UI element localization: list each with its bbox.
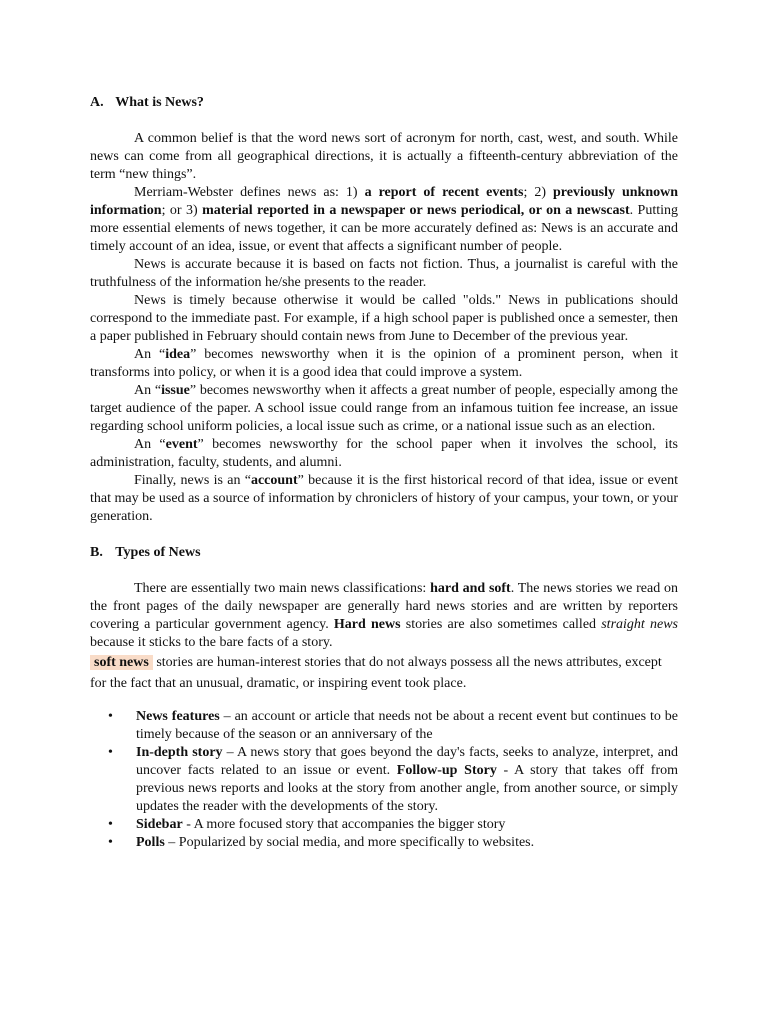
text-run: There are essentially two main news classifications:: [134, 581, 431, 596]
bullet-glyph: •: [108, 709, 113, 724]
bullet-separator: –: [222, 745, 237, 760]
bullet-separator: –: [219, 709, 235, 724]
text-run: ” becomes newsworthy for the school paper when it involves the school, its administration, faculty, students, and alumni.: [90, 437, 679, 470]
text-run: ” becomes newsworthy when it is the opinion of a prominent person, when it transforms into policy, or when it is a good idea that could improve a system.: [90, 347, 678, 380]
italic-straight-news: straight news: [601, 617, 678, 632]
bullet-term: Polls: [136, 835, 165, 850]
section-b-paragraph-soft-news: [90, 652, 678, 694]
text-run: Merriam-Webster defines news as: 1): [134, 185, 365, 200]
section-b-letter: B.: [90, 545, 103, 560]
list-item: [108, 708, 678, 744]
text-run: ; 2): [523, 185, 553, 200]
bold-term-issue: issue: [161, 383, 190, 398]
bullet-term: In-depth story: [136, 745, 223, 760]
text-run: An “: [134, 437, 166, 452]
section-b-heading: [90, 544, 678, 562]
section-a-paragraph-2: [90, 184, 678, 256]
bullet-term: News features: [136, 709, 220, 724]
bullet-glyph: •: [108, 817, 113, 832]
section-b-title: Types of News: [115, 545, 201, 560]
bullet-term: Sidebar: [136, 817, 183, 832]
section-a-paragraph-3: News is accurate because it is based on facts not fiction. Thus, a journalist is careful with the truthfulness of the information he/she presents to the reader.: [90, 257, 678, 290]
text-run: . Putting more essential elements of news together, it can be more accurately defined as: News is an accurate and timely account of an idea, issue, or event that affects a significant number of people.: [90, 203, 678, 254]
text-run: ” becomes newsworthy when it affects a great number of people, especially among the target audience of the paper. A school issue could range from an infamous tuition fee increase, an issue regarding school uniform policies, a local issue such as crime, or a national issue such as an election.: [90, 383, 678, 434]
text-run: An “: [134, 347, 166, 362]
section-a-paragraph-event: [90, 436, 678, 472]
text-run: Finally, news is an “: [134, 473, 251, 488]
section-a-letter: A.: [90, 95, 104, 110]
bullet-term-followup: Follow-up Story: [396, 763, 497, 778]
bold-hard-and-soft: hard and soft: [430, 581, 511, 596]
bullet-text: A news story that goes beyond the day's facts, seeks to analyze, interpret, and uncover facts related to an issue or event.: [136, 745, 678, 778]
bold-term-idea: idea: [165, 347, 191, 362]
bullet-text: Popularized by social media, and more specifically to websites.: [178, 835, 535, 850]
news-types-list: [90, 708, 678, 852]
bullet-text: A more focused story that accompanies the bigger story: [193, 817, 506, 832]
text-run: An “: [134, 383, 162, 398]
list-item: [108, 744, 678, 816]
bullet-text: an account or article that needs not be about a recent event but continues to be timely because of the season or an anniversary of the: [136, 709, 678, 742]
bold-definition-1: a report of recent events: [364, 185, 524, 200]
section-a-paragraph-account: [90, 472, 678, 526]
text-run: . The news stories we read on the front pages of the daily newspaper are generally hard news stories and are written by reporters covering a particular government agency.: [90, 581, 678, 632]
section-b-paragraph-1: [90, 580, 678, 652]
section-a-paragraph-idea: [90, 346, 678, 382]
section-a-paragraph-1: A common belief is that the word news sort of acronym for north, cast, west, and south. While news can come from all geographical directions, it is actually a fifteenth-century abbreviation of the term “new things”.: [90, 131, 678, 182]
text-run: ” because it is the first historical record of that idea, issue or event that may be used as a source of information by chroniclers of history of your campus, your town, or your generation.: [90, 473, 678, 524]
text-run: stories are human-interest stories that do not always possess all the news attributes, except for the fact that an unusual, dramatic, or inspiring event took place.: [90, 655, 662, 691]
soft-news-highlight: soft news: [90, 655, 153, 670]
list-item: [108, 816, 678, 834]
text-run: stories are also sometimes called: [400, 617, 602, 632]
text-run: ; or 3): [161, 203, 203, 218]
bold-term-event: event: [165, 437, 198, 452]
section-a-title: What is News?: [115, 95, 204, 110]
text-run: because it sticks to the bare facts of a story.: [90, 635, 333, 650]
section-a-paragraph-issue: [90, 382, 678, 436]
bullet-separator: –: [164, 835, 179, 850]
bold-definition-3: material reported in a newspaper or news periodical, or on a newscast: [202, 203, 630, 218]
bold-definition-2: previously unknown information: [90, 185, 679, 218]
bullet-separator: -: [182, 817, 194, 832]
section-a-heading: [90, 94, 678, 112]
bold-term-account: account: [250, 473, 298, 488]
bullet-text: - A story that takes off from previous news reports and looks at the story from another angle, from another source, or simply updates the reader with the developments of the story.: [136, 763, 678, 814]
section-a-paragraph-4: News is timely because otherwise it would be called "olds." News in publications should correspond to the immediate past. For example, if a high school paper is published once a semester, then a paper published in February should contain news from June to December of the previous year.: [90, 293, 678, 344]
bullet-glyph: •: [108, 835, 113, 850]
bold-hard-news: Hard news: [333, 617, 401, 632]
bullet-glyph: •: [108, 745, 113, 760]
list-item: [108, 834, 678, 852]
